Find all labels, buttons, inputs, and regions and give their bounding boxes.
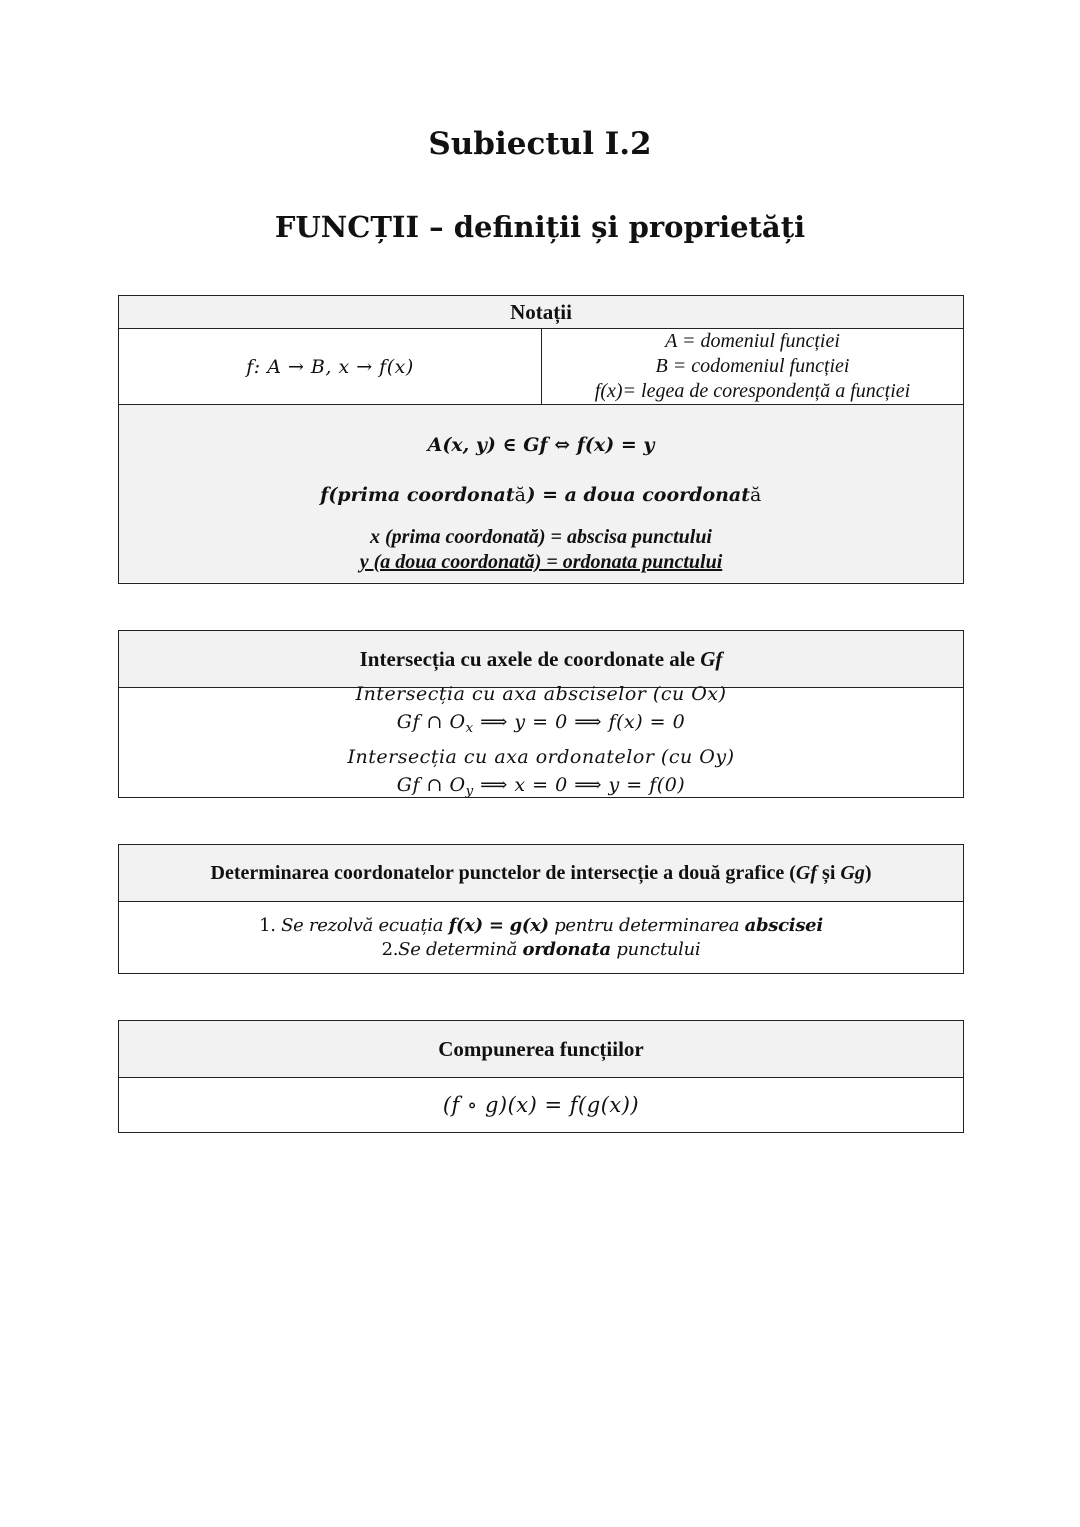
graph-rules-row <box>119 404 963 582</box>
coordinate-rule-part: f(prima coordonat <box>320 484 515 506</box>
step-number: 1. <box>259 914 276 936</box>
step-text: punctului <box>610 938 701 960</box>
header-text: Intersecția cu axele de coordonate ale <box>359 646 701 671</box>
notations-definition-row <box>119 328 963 404</box>
step-2 <box>382 938 701 962</box>
axes-intersection-table <box>118 630 964 798</box>
axes-intersection-header <box>360 647 723 672</box>
header-text: și <box>817 861 841 884</box>
function-definition-cell <box>119 329 541 404</box>
page-title: Subiectul I.2 <box>428 126 652 162</box>
formula-sub: x <box>465 720 474 736</box>
graph-intersection-header <box>211 862 872 885</box>
formula-sub: y <box>465 783 474 799</box>
function-legend-cell <box>541 329 963 404</box>
step-keyword: abscisei <box>744 914 823 936</box>
notations-table <box>118 295 964 584</box>
page-subtitle: FUNCȚII – definiții și proprietăți <box>274 210 806 244</box>
abscissa-definition: x (prima coordonată) = abscisa punctului <box>370 526 712 548</box>
coordinate-rule-part: ă <box>514 484 527 506</box>
legend-rule: f(x)= legea de corespondență a funcției <box>594 380 911 402</box>
step-formula: f(x) = g(x) <box>448 914 549 936</box>
composition-formula: (f ∘ g)(x) = f(g(x)) <box>442 1093 640 1117</box>
step-keyword: ordonata <box>522 938 611 960</box>
ordinate-definition: y (a doua coordonată) = ordonata punctului <box>359 551 723 573</box>
formula-part: Gf ∩ O <box>396 710 466 733</box>
coordinate-rule-part: ă <box>750 484 762 506</box>
header-text: ) <box>864 861 872 884</box>
coordinate-rule <box>320 481 762 509</box>
formula-part: ⟹ x = 0 ⟹ y = f(0) <box>473 773 686 796</box>
step-1 <box>259 914 823 938</box>
function-definition: f: A → B, x → f(x) <box>246 355 414 378</box>
formula-part: Gf ∩ O <box>396 773 466 796</box>
coordinate-rule-part: ) = a doua coordonat <box>526 484 751 506</box>
header-italic: Gg <box>840 861 865 884</box>
graph-intersection-body <box>119 901 963 973</box>
composition-header: Compunerea funcțiilor <box>438 1036 644 1061</box>
graph-intersection-table <box>118 844 964 974</box>
composition-header-row <box>119 1021 963 1077</box>
legend-codomain: B = codomeniul funcției <box>655 355 850 377</box>
header-italic: Gf <box>795 861 818 884</box>
notations-header: Notații <box>510 299 572 324</box>
step-number: 2. <box>381 938 399 960</box>
intersection-oy-title: Intersecția cu axa ordonatelor (cu Oy) <box>347 745 735 768</box>
intersection-oy-formula <box>397 771 685 806</box>
header-text: Determinarea coordonatelor punctelor de intersecție a două grafice ( <box>210 861 796 884</box>
step-text: Se rezolvă ecuația <box>275 914 449 936</box>
formula-part: ⟹ y = 0 ⟹ f(x) = 0 <box>473 710 686 733</box>
step-text: pentru determinarea <box>548 914 745 936</box>
graph-membership-rule: A(x, y) ∈ Gf ⇔ f(x) = y <box>427 434 655 456</box>
axes-intersection-body <box>119 682 963 799</box>
legend-domain: A = domeniul funcției <box>665 330 840 352</box>
intersection-ox-title: Intersecția cu axa absciselor (cu Ox) <box>355 682 727 705</box>
intersection-ox-formula <box>397 708 685 743</box>
composition-body <box>119 1077 963 1132</box>
step-text: Se determină <box>398 938 523 960</box>
header-italic: Gf <box>700 646 723 671</box>
composition-table <box>118 1020 964 1133</box>
graph-intersection-header-row <box>119 845 963 901</box>
notations-header-row <box>119 296 963 328</box>
